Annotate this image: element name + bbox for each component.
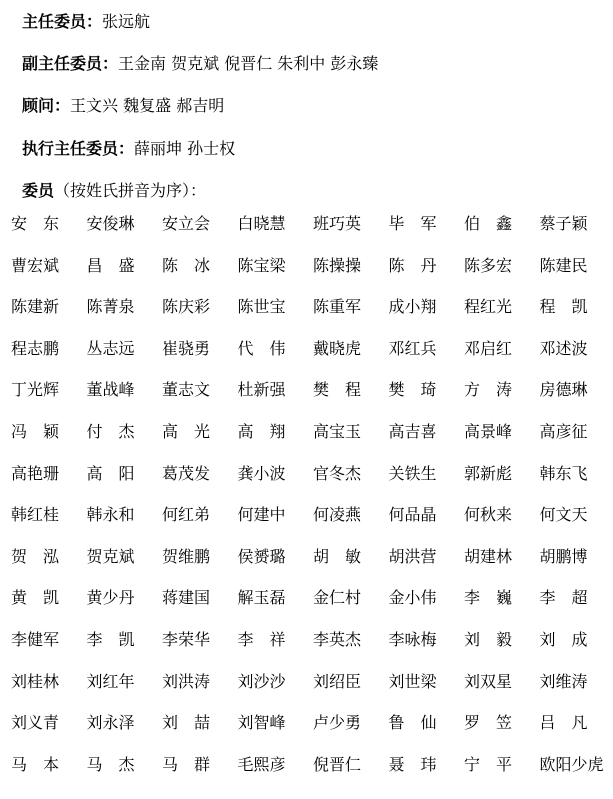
member-name: 何文天 <box>539 505 588 525</box>
member-name: 李 凯 <box>86 629 135 649</box>
member-name: 刘义青 <box>11 713 60 733</box>
member-name: 宁 平 <box>464 754 513 774</box>
member-name: 陈多宏 <box>464 255 513 275</box>
member-name: 崔骁勇 <box>162 338 211 358</box>
member-name: 安 东 <box>11 214 60 233</box>
member-name: 鲁 仙 <box>388 713 437 733</box>
member-name: 刘智峰 <box>237 713 286 733</box>
member-name: 付 杰 <box>86 421 135 441</box>
role-colon: ： <box>54 96 71 115</box>
member-name: 戴晓虎 <box>313 338 362 358</box>
member-name: 程 凯 <box>539 297 588 317</box>
member-name: 昌 盛 <box>86 255 135 275</box>
member-name: 李健军 <box>11 629 60 649</box>
role-names: 王金南 贺克斌 倪晋仁 朱利中 彭永臻 <box>118 54 379 73</box>
member-name: 刘永泽 <box>86 713 135 733</box>
member-name: 安俊琳 <box>86 214 135 233</box>
member-name: 马 本 <box>11 754 60 774</box>
member-name: 胡 敏 <box>313 546 362 566</box>
member-name: 贺 泓 <box>11 546 60 566</box>
member-name: 解玉磊 <box>237 588 286 608</box>
member-name: 代 伟 <box>237 338 286 358</box>
member-name: 何建中 <box>237 505 286 525</box>
member-name: 高 光 <box>162 421 211 441</box>
member-name: 关铁生 <box>388 463 437 483</box>
member-name: 刘绍臣 <box>313 671 362 691</box>
member-name: 马 杰 <box>86 754 135 774</box>
member-name: 刘 成 <box>539 629 588 649</box>
member-name: 贺维鹏 <box>162 546 211 566</box>
member-name: 程志鹏 <box>11 338 60 358</box>
member-name: 高 阳 <box>86 463 135 483</box>
member-name: 黄 凯 <box>11 588 60 608</box>
member-name: 刘红年 <box>86 671 135 691</box>
member-name: 李 巍 <box>464 588 513 608</box>
member-name: 何红弟 <box>162 505 211 525</box>
role-advisors <box>22 95 224 117</box>
member-name: 胡建林 <box>464 546 513 566</box>
member-name: 胡洪营 <box>388 546 437 566</box>
member-name: 樊 程 <box>313 380 362 400</box>
member-name: 陈 冰 <box>162 255 211 275</box>
member-name: 程红光 <box>464 297 513 317</box>
member-name: 高吉喜 <box>388 421 437 441</box>
member-name: 陈宝梁 <box>237 255 286 275</box>
member-name: 刘洪涛 <box>162 671 211 691</box>
member-name: 白晓慧 <box>237 214 286 233</box>
role-colon: ： <box>118 139 135 158</box>
member-name: 邓红兵 <box>388 338 437 358</box>
member-name: 毕 军 <box>388 214 437 233</box>
member-name: 成小翔 <box>388 297 437 317</box>
member-name: 班巧英 <box>313 214 362 233</box>
member-name: 葛茂发 <box>162 463 211 483</box>
member-name: 金小伟 <box>388 588 437 608</box>
role-executive-directors <box>22 138 235 160</box>
member-name: 贺克斌 <box>86 546 135 566</box>
member-name: 蒋建国 <box>162 588 211 608</box>
member-name: 刘桂林 <box>11 671 60 691</box>
member-name: 高景峰 <box>464 421 513 441</box>
member-name: 陈建民 <box>539 255 588 275</box>
member-name: 胡鹏博 <box>539 546 588 566</box>
members-grid <box>11 214 607 796</box>
role-director <box>22 11 150 33</box>
member-name: 韩红桂 <box>11 505 60 525</box>
member-name: 邓述波 <box>539 338 588 358</box>
role-label: 委员 <box>22 181 55 200</box>
member-name: 金仁村 <box>313 588 362 608</box>
member-name: 陈重军 <box>313 297 362 317</box>
role-colon: ： <box>102 54 119 73</box>
member-name: 高宝玉 <box>313 421 362 441</box>
member-name: 李咏梅 <box>388 629 437 649</box>
member-name: 陈庆彩 <box>162 297 211 317</box>
member-name: 聂 玮 <box>388 754 437 774</box>
role-label: 副主任委员 <box>22 54 103 73</box>
role-label: 执行主任委员 <box>22 139 119 158</box>
member-name: 伯 鑫 <box>464 214 513 233</box>
member-name: 欧阳少虎 <box>539 754 604 774</box>
member-name: 何品晶 <box>388 505 437 525</box>
member-name: 刘沙沙 <box>237 671 286 691</box>
member-name: 樊 琦 <box>388 380 437 400</box>
member-name: 董战峰 <box>86 380 135 400</box>
member-name: 龚小波 <box>237 463 286 483</box>
member-name: 陈操操 <box>313 255 362 275</box>
member-name: 倪晋仁 <box>313 754 362 774</box>
member-name: 陈世宝 <box>237 297 286 317</box>
member-name: 侯赟璐 <box>237 546 286 566</box>
member-name: 刘维涛 <box>539 671 588 691</box>
member-name: 董志文 <box>162 380 211 400</box>
member-name: 高彦征 <box>539 421 588 441</box>
member-name: 马 群 <box>162 754 211 774</box>
member-name: 方 涛 <box>464 380 513 400</box>
role-colon: ： <box>86 12 103 31</box>
member-name: 何秋来 <box>464 505 513 525</box>
role-deputy-directors <box>22 53 378 75</box>
member-name: 何凌燕 <box>313 505 362 525</box>
member-name: 丛志远 <box>86 338 135 358</box>
member-name: 卢少勇 <box>313 713 362 733</box>
member-name: 韩东飞 <box>539 463 588 483</box>
member-name: 李 祥 <box>237 629 286 649</box>
role-members-heading <box>22 180 206 202</box>
member-name: 杜新强 <box>237 380 286 400</box>
member-name: 李荣华 <box>162 629 211 649</box>
member-name: 邓启红 <box>464 338 513 358</box>
member-name: 刘 毅 <box>464 629 513 649</box>
member-name: 韩永和 <box>86 505 135 525</box>
member-name: 房德琳 <box>539 380 588 400</box>
member-name: 刘 喆 <box>162 713 211 733</box>
member-name: 官冬杰 <box>313 463 362 483</box>
member-name: 安立会 <box>162 214 211 233</box>
role-note: （按姓氏拼音为序）： <box>54 181 207 200</box>
member-name: 黄少丹 <box>86 588 135 608</box>
role-label: 主任委员 <box>22 12 87 31</box>
member-name: 李 超 <box>539 588 588 608</box>
member-name: 陈 丹 <box>388 255 437 275</box>
member-name: 曹宏斌 <box>11 255 60 275</box>
member-name: 高艳珊 <box>11 463 60 483</box>
member-name: 毛熙彦 <box>237 754 286 774</box>
member-name: 陈建新 <box>11 297 60 317</box>
role-names: 薛丽坤 孙士权 <box>134 139 236 158</box>
member-name: 刘世梁 <box>388 671 437 691</box>
member-name: 陈菁泉 <box>86 297 135 317</box>
member-name: 高 翔 <box>237 421 286 441</box>
member-name: 郭新彪 <box>464 463 513 483</box>
member-name: 罗 笠 <box>464 713 513 733</box>
member-name: 蔡子颖 <box>539 214 588 233</box>
role-label: 顾问 <box>22 96 55 115</box>
role-names: 王文兴 魏复盛 郝吉明 <box>70 96 225 115</box>
member-name: 刘双星 <box>464 671 513 691</box>
member-name: 冯 颖 <box>11 421 60 441</box>
role-names: 张远航 <box>102 12 151 31</box>
member-name: 李英杰 <box>313 629 362 649</box>
member-name: 丁光辉 <box>11 380 60 400</box>
member-name: 吕 凡 <box>539 713 588 733</box>
